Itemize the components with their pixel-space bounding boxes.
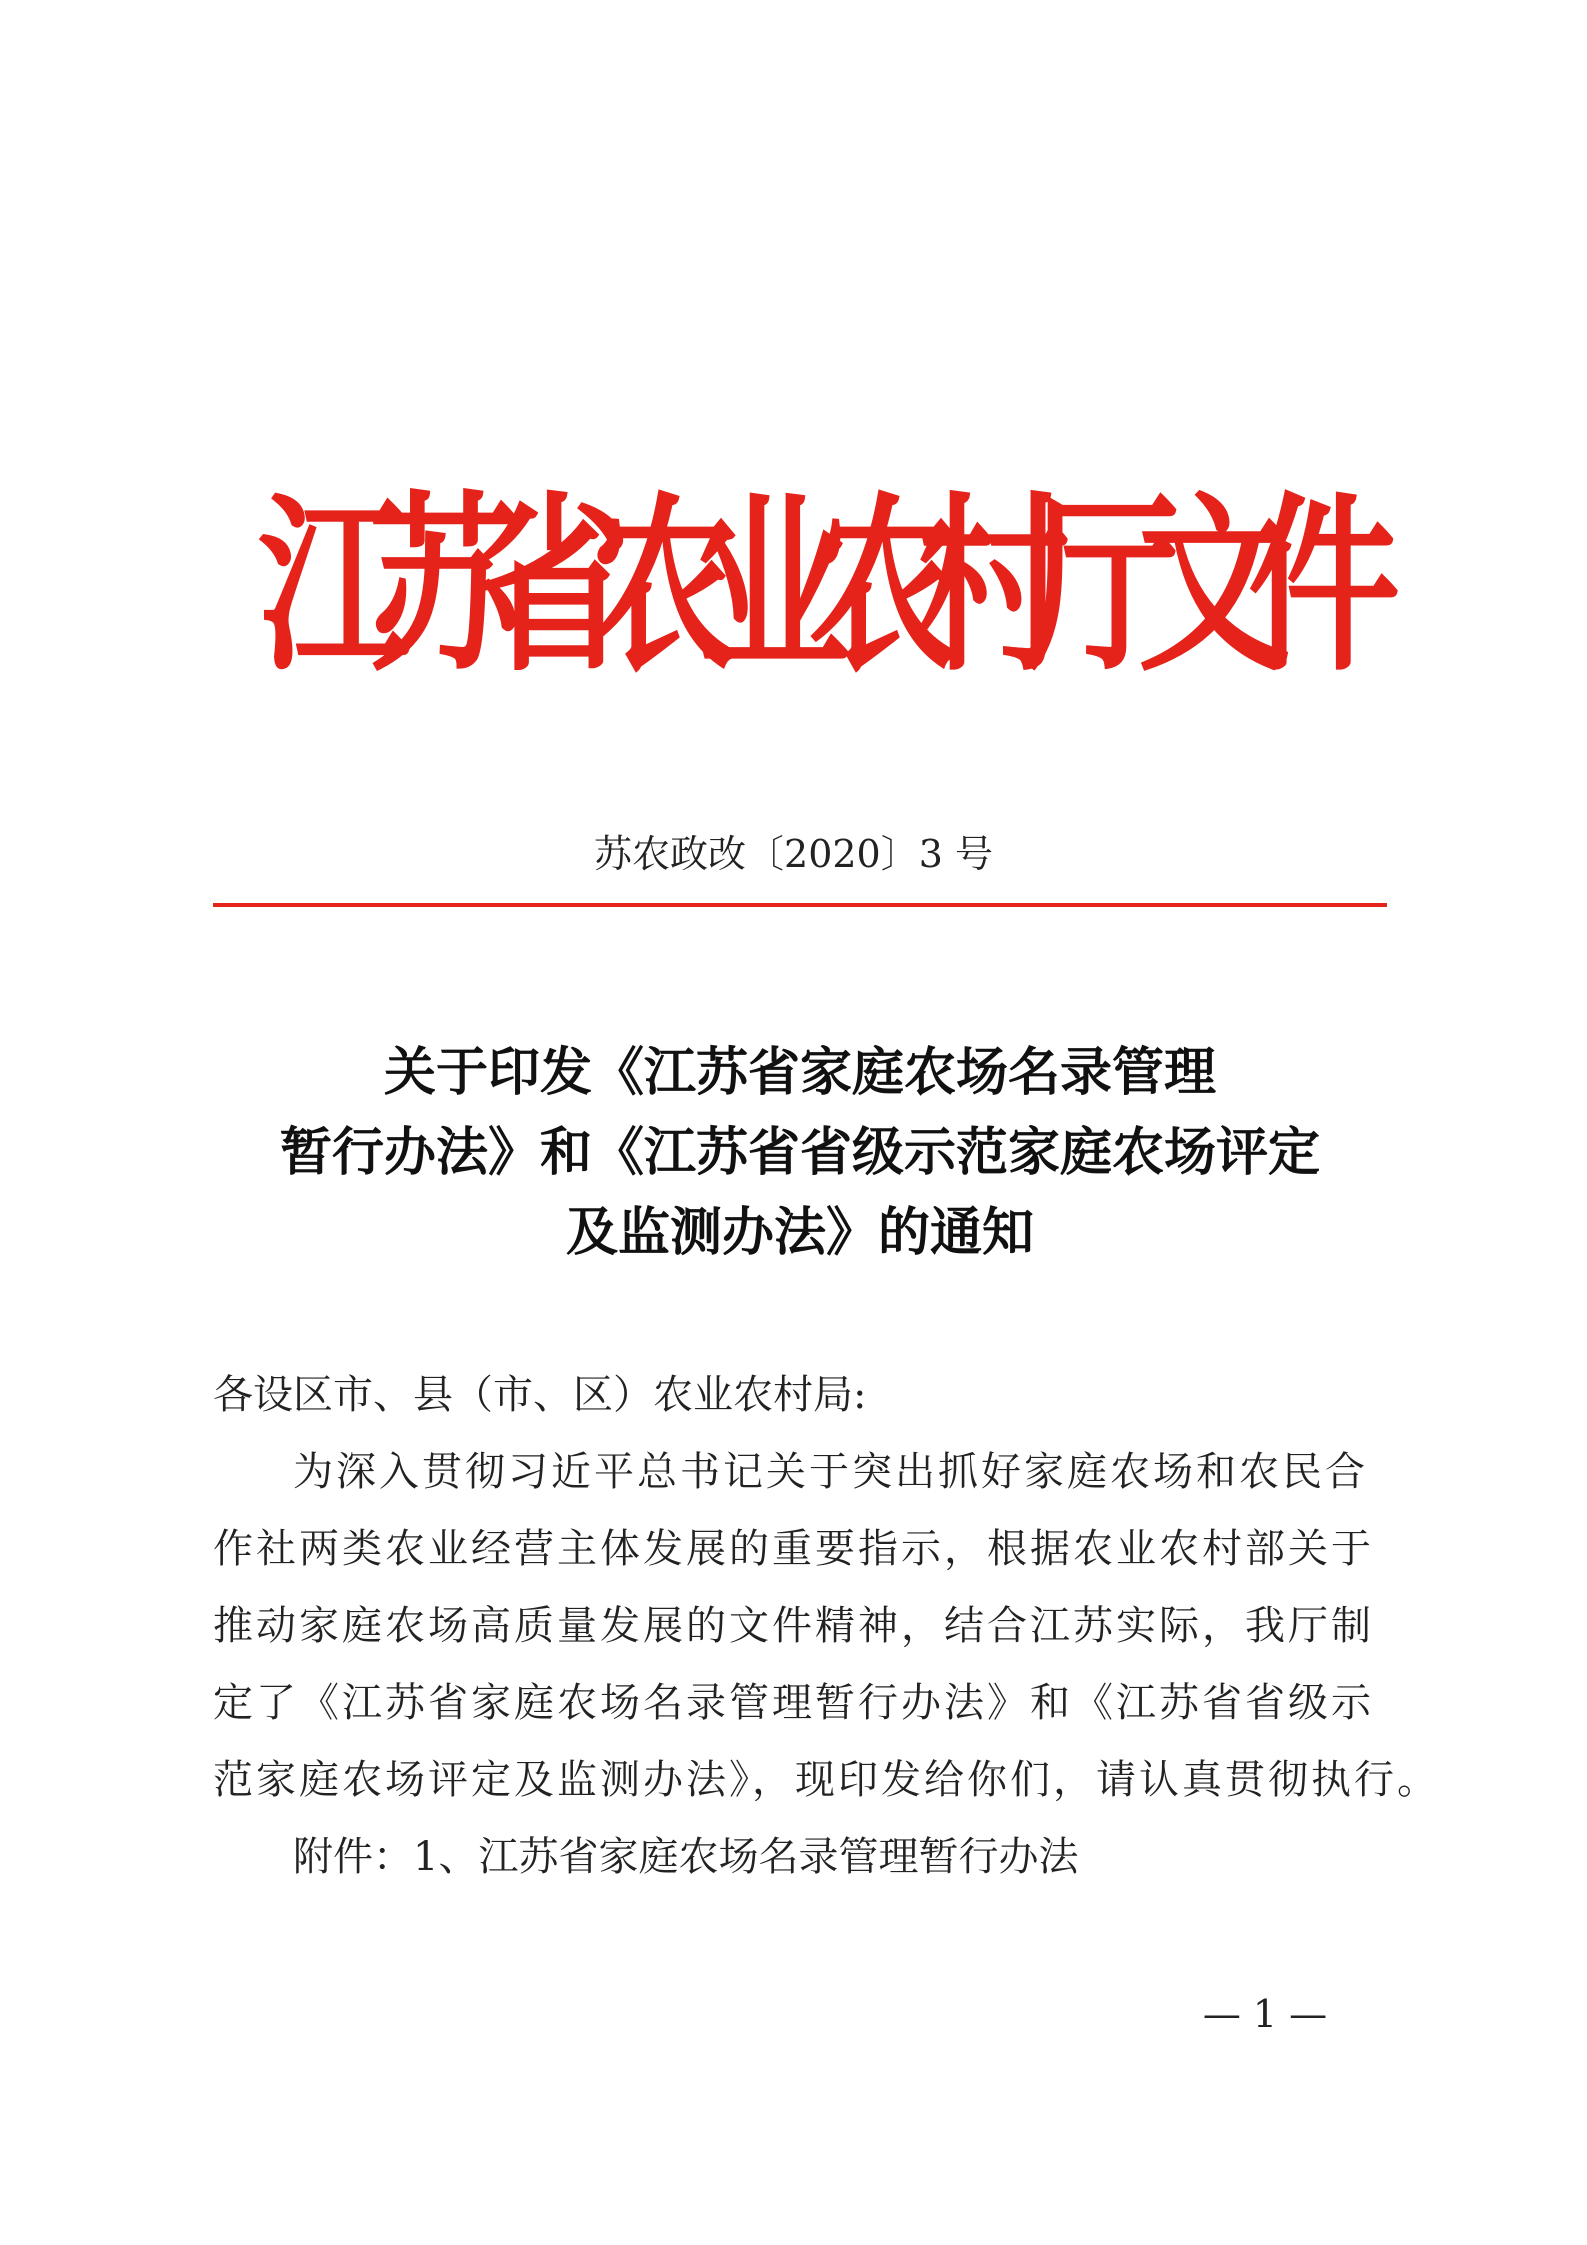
page-number: — 1 — (1202, 1992, 1328, 2036)
masthead-char: 省 (478, 475, 622, 697)
masthead-char: 苏 (368, 475, 512, 697)
masthead-title (258, 456, 1392, 719)
body-line: 定了《江苏省家庭农场名录管理暂行办法》和《江苏省省级示 (213, 1680, 1374, 1726)
masthead-char: 文 (1138, 475, 1282, 697)
masthead-char: 业 (698, 475, 842, 697)
masthead-char: 厅 (1028, 475, 1172, 697)
masthead-char: 村 (918, 475, 1062, 697)
red-divider-line (213, 903, 1387, 907)
document-title (200, 1033, 1400, 1273)
addressee: 各设区市、县（市、区）农业农村局: (213, 1372, 867, 1418)
body-line: 作社两类农业经营主体发展的重要指示，根据农业农村部关于 (213, 1526, 1374, 1572)
attachment-line: 附件：1、江苏省家庭农场名录管理暂行办法 (293, 1834, 1079, 1880)
masthead-char: 农 (808, 475, 952, 697)
body-line: 为深入贯彻习近平总书记关于突出抓好家庭农场和农民合 (293, 1449, 1368, 1495)
body-line: 推动家庭农场高质量发展的文件精神，结合江苏实际，我厅制 (213, 1603, 1374, 1649)
masthead-char: 件 (1248, 475, 1392, 697)
title-line: 及监测办法》的通知 (565, 1202, 1034, 1263)
masthead-char: 农 (588, 475, 732, 697)
masthead-char: 江 (258, 475, 402, 697)
title-line: 关于印发《江苏省家庭农场名录管理 (383, 1042, 1216, 1103)
title-line: 暂行办法》和《江苏省省级示范家庭农场评定 (279, 1122, 1320, 1183)
document-number: 苏农政改〔2020〕3 号 (594, 832, 993, 876)
body-line: 范家庭农场评定及监测办法》，现印发给你们，请认真贯彻执行。 (213, 1757, 1440, 1803)
